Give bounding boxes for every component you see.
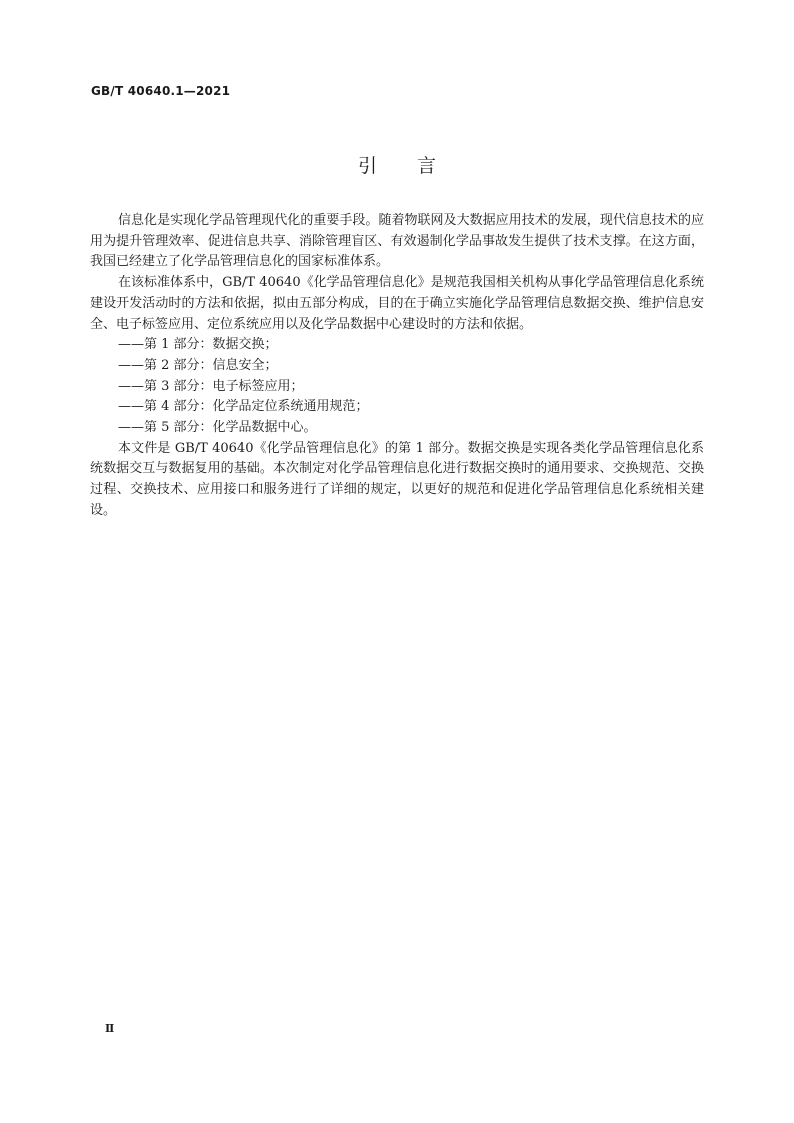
intro-paragraph: 信息化是实现化学品管理现代化的重要手段。随着物联网及大数据应用技术的发展，现代信息技术的应用为提升管理效率、促进信息共享、消除管理盲区、有效遏制化学品事故发生提供了技术支撑。在这方面，我国已经建立了化学品管理信息化的国家标准体系。 [90,213,704,270]
part-list-item: ——第 3 部分：电子标签应用； [118,378,304,394]
part-list-item: ——第 1 部分：数据交换； [118,337,278,353]
part-list-item: ——第 5 部分：化学品数据中心。 [118,420,317,436]
part-list-item: ——第 2 部分：信息安全； [118,357,278,373]
document-body [90,211,704,522]
part-list-item: ——第 4 部分：化学品定位系统通用规范； [118,399,369,415]
standard-system-paragraph: 在该标准体系中，GB/T 40640《化学品管理信息化》是规范我国相关机构从事化学品管理信息化系统建设开发活动时的方法和依据，拟由五部分构成，目的在于确立实施化学品管理信息数据交换、维护信息安全、电子标签应用、定位系统应用以及化学品数据中心建设时的方法和依据。 [90,275,704,332]
closing-paragraph: 本文件是 GB/T 40640《化学品管理信息化》的第 1 部分。数据交换是实现各类化学品管理信息化系统数据交互与数据复用的基础。本次制定对化学品管理信息化进行数据交换时的通用要求、交换规范、交换过程、交换技术、应用接口和服务进行了详细的规定，以更好的规范和促进化学品管理信息化系统相关建设。 [90,440,704,518]
standard-code: GB/T 40640.1—2021 [91,84,231,98]
section-title: 引言 [357,155,476,177]
page-number: Ⅱ [105,1022,115,1035]
